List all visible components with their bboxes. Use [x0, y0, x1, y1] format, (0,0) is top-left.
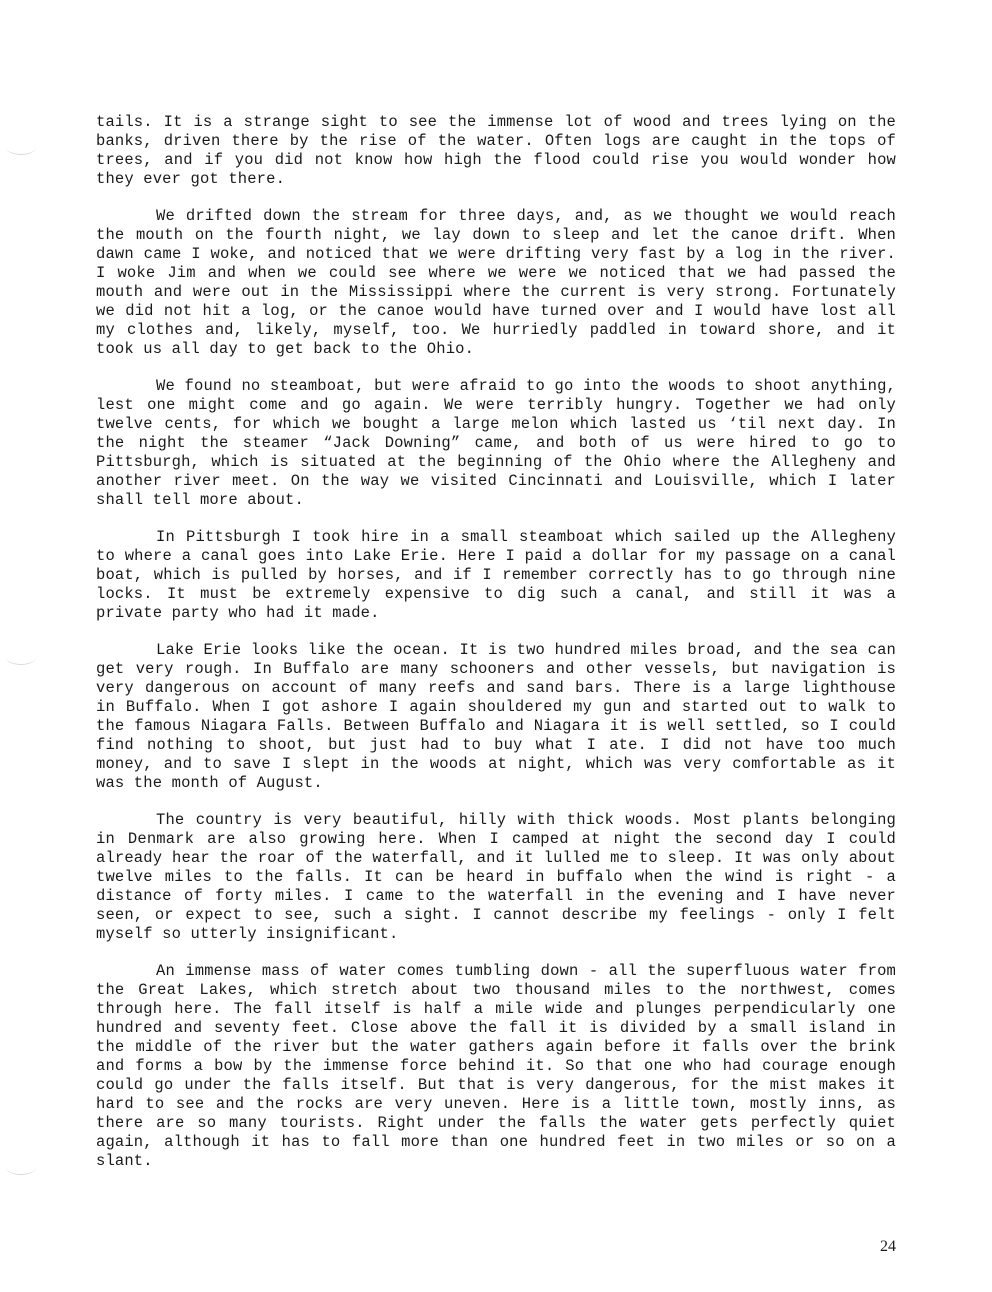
paragraph-2: We drifted down the stream for three days, and, as we thought we would reach the mouth on the fourth night, we lay down to sleep and let the canoe drift. When dawn came I woke, and noticed that we were drifting very fast by a log in the river. I woke Jim and when we could see where we were we noticed that we had passed the mouth and were out in the Mississippi where the current is very strong. Fortunately we did not hit a log, or the canoe would have turned over and I would have lost all my clothes and, likely, myself, too. We hurriedly paddled in toward shore, and it took us all day to get back to the Ohio.	[96, 207, 896, 358]
paragraph-7: An immense mass of water comes tumbling down - all the superfluous water from the Great Lakes, which stretch about two thousand miles to the northwest, comes through here. The fall itself is half a mile wide and plunges perpendicularly one hundred and seventy feet. Close above the fall it is divided by a small island in the middle of the river but the water gathers again before it falls over the brink and forms a bow by the immense force behind it. So that one who had courage enough could go under the falls itself. But that is very dangerous, for the mist makes it hard to see and the rocks are very uneven. Here is a little town, mostly inns, as there are so many tourists. Right under the falls the water gets perfectly quiet again, although it has to fall more than one hundred feet in two miles or so on a slant.	[96, 962, 896, 1170]
page-number: 24	[880, 1238, 896, 1255]
hole-punch-mark-top	[6, 140, 36, 155]
hole-punch-mark-middle	[6, 650, 36, 665]
paragraph-1: tails. It is a strange sight to see the immense lot of wood and trees lying on the banks, driven there by the rise of the water. Often logs are caught in the tops of trees, and if you did not know how high the flood could rise you would wonder how they ever got there.	[96, 113, 896, 188]
paragraph-6: The country is very beautiful, hilly with thick woods. Most plants belonging in Denmark are also growing here. When I camped at night the second day I could already hear the roar of the waterfall, and it lulled me to sleep. It was only about twelve miles to the falls. It can be heard in buffalo when the wind is right - a distance of forty miles. I came to the waterfall in the evening and I have never seen, or expect to see, such a sight. I cannot describe my feelings - only I felt myself so utterly insignificant.	[96, 811, 896, 943]
paragraph-5: Lake Erie looks like the ocean. It is two hundred miles broad, and the sea can get very rough. In Buffalo are many schooners and other vessels, but navigation is very dangerous on account of many reefs and sand bars. There is a large lighthouse in Buffalo. When I got ashore I again shouldered my gun and started out to walk to the famous Niagara Falls. Between Buffalo and Niagara it is well settled, so I could find nothing to shoot, but just had to buy what I ate. I did not have too much money, and to save I slept in the woods at night, which was very comfortable as it was the month of August.	[96, 641, 896, 792]
paragraph-3: We found no steamboat, but were afraid to go into the woods to shoot anything, lest one might come and go again. We were terribly hungry. Together we had only twelve cents, for which we bought a large melon which lasted us ‘til next day. In the night the steamer “Jack Downing” came, and both of us were hired to go to Pittsburgh, which is situated at the beginning of the Ohio where the Allegheny and another river meet. On the way we visited Cincinnati and Louisville, which I later shall tell more about.	[96, 377, 896, 509]
paragraph-4: In Pittsburgh I took hire in a small steamboat which sailed up the Allegheny to where a canal goes into Lake Erie. Here I paid a dollar for my passage on a canal boat, which is pulled by horses, and if I remember correctly has to go through nine locks. It must be extremely expensive to dig such a canal, and still it was a private party who had it made.	[96, 528, 896, 622]
document-body	[96, 113, 896, 1189]
hole-punch-mark-bottom	[6, 1160, 36, 1175]
